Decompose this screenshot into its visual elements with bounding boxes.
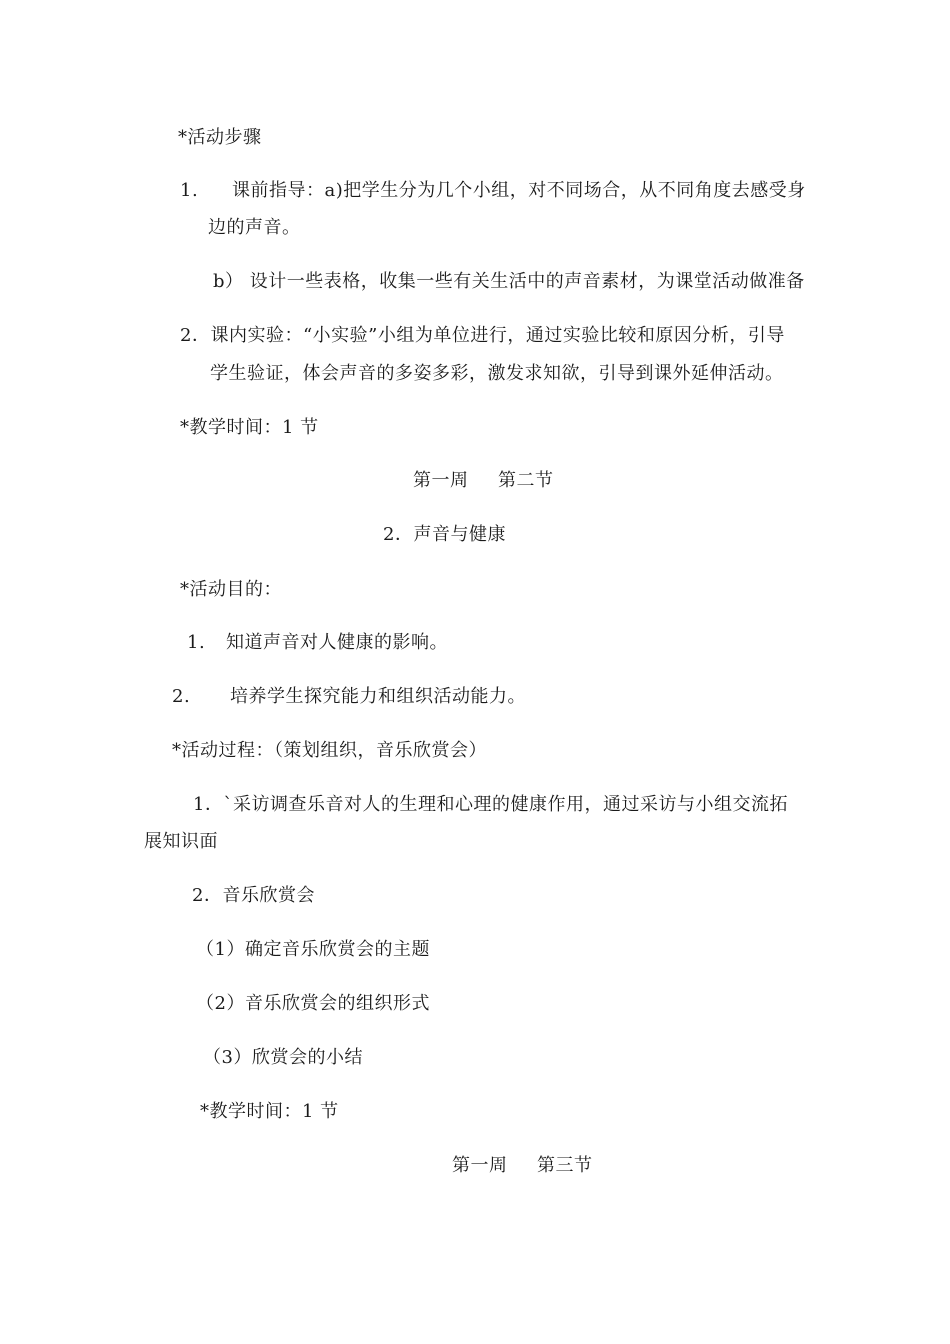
process-heading: *活动过程：（策划组织，音乐欣赏会） xyxy=(172,740,487,761)
goal-heading: *活动目的： xyxy=(180,579,282,600)
step2-text: 2．课内实验：“小实验”小组为单位进行，通过实验比较和原因分析，引导 xyxy=(180,325,785,346)
step2-continuation: 学生验证，体会声音的多姿多彩，激发求知欲，引导到课外延伸活动。 xyxy=(210,363,784,384)
process1-text: 1．`采访调查乐音对人的生理和心理的健康作用，通过采访与小组交流拓 xyxy=(193,794,788,815)
step1-text: 课前指导：a)把学生分为几个小组，对不同场合，从不同角度去感受身 xyxy=(232,180,806,201)
goal2-text: 培养学生探究能力和组织活动能力。 xyxy=(230,686,526,707)
teaching-time-1: *教学时间：1 节 xyxy=(180,417,319,438)
week-label-2: 第一周 xyxy=(452,1155,508,1176)
process1-continuation: 展知识面 xyxy=(144,831,218,852)
section-title: 2．声音与健康 xyxy=(383,524,506,545)
section-label-3: 第三节 xyxy=(537,1155,593,1176)
steps-heading: *活动步骤 xyxy=(178,127,262,148)
week-label-1: 第一周 xyxy=(413,470,469,491)
goal2-number: 2. xyxy=(172,686,191,707)
section-label-2: 第二节 xyxy=(498,470,554,491)
step1-continuation: 边的声音。 xyxy=(208,217,301,238)
sub-item-3: （3）欣赏会的小结 xyxy=(203,1047,363,1068)
sub-item-1: （1）确定音乐欣赏会的主题 xyxy=(196,939,430,960)
goal1-number: 1. xyxy=(187,632,206,653)
sub-item-2: （2）音乐欣赏会的组织形式 xyxy=(196,993,430,1014)
step1-number: 1. xyxy=(180,180,199,201)
goal1-text: 知道声音对人健康的影响。 xyxy=(226,632,448,653)
process2-text: 2．音乐欣赏会 xyxy=(192,885,315,906)
teaching-time-2: *教学时间：1 节 xyxy=(200,1101,339,1122)
step1b-text: b） 设计一些表格，收集一些有关生活中的声音素材，为课堂活动做准备 xyxy=(213,271,805,292)
